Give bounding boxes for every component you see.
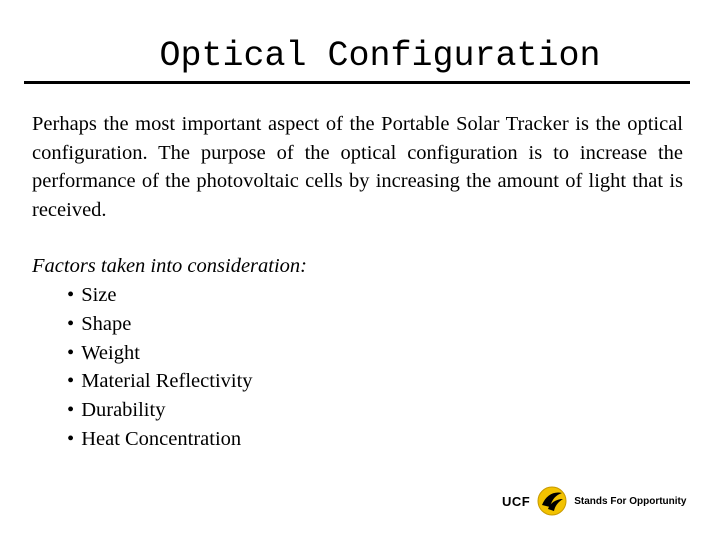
ucf-tagline: Stands For Opportunity: [574, 495, 687, 507]
list-item: • Shape: [67, 310, 253, 339]
slide-title: Optical Configuration: [159, 36, 601, 76]
title-divider: [24, 81, 690, 84]
list-item: • Durability: [67, 396, 253, 425]
list-item: • Heat Concentration: [67, 425, 253, 454]
list-item: • Material Reflectivity: [67, 367, 253, 396]
list-item: • Size: [67, 281, 253, 310]
factors-list: [67, 281, 253, 454]
intro-paragraph: Perhaps the most important aspect of the Portable Solar Tracker is the optical configuration. The purpose of the optical configuration is to increase the performance of the photovoltaic cells by increasing the amount of light that is received.: [32, 113, 683, 221]
ucf-logo: [502, 483, 702, 519]
pegasus-icon: [536, 485, 568, 517]
factors-heading: Factors taken into consideration:: [32, 255, 307, 277]
ucf-wordmark: UCF: [502, 493, 531, 509]
list-item: • Weight: [67, 339, 253, 368]
